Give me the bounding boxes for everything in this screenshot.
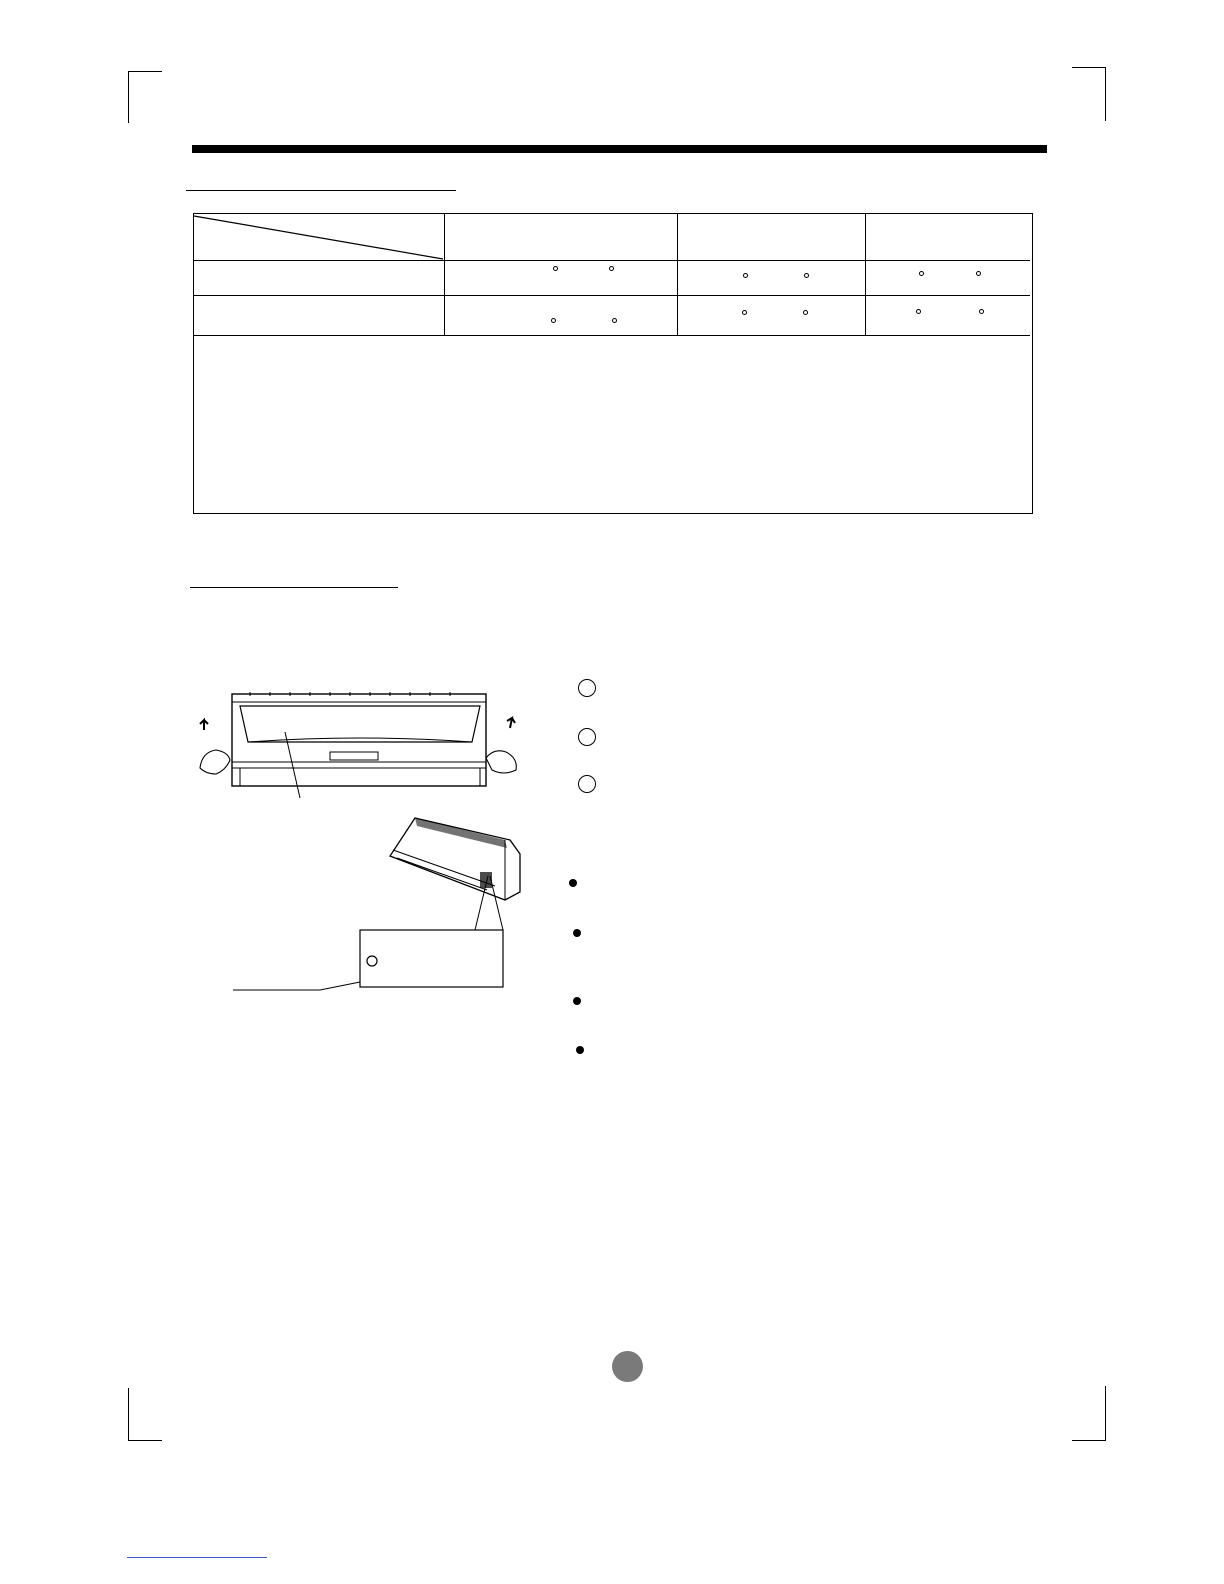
degree-mark — [612, 318, 617, 323]
table-row-divider-3 — [193, 335, 1030, 336]
bullet-marker-4 — [576, 1046, 584, 1054]
crop-mark-top-left-v — [128, 71, 129, 123]
degree-mark — [553, 266, 558, 271]
degree-mark — [979, 309, 984, 314]
degree-mark — [803, 310, 808, 315]
table-row-divider-2 — [193, 295, 1030, 296]
degree-mark — [916, 309, 921, 314]
step-number-circle-3 — [578, 775, 596, 793]
table-column-divider-2 — [677, 213, 678, 335]
page-number-badge — [612, 1351, 643, 1382]
table-column-divider-1 — [444, 213, 445, 335]
table-column-divider-3 — [865, 213, 866, 335]
section-heading-rule-2 — [190, 587, 398, 588]
bottom-link-underline[interactable] — [127, 1557, 267, 1558]
degree-mark — [551, 318, 556, 323]
table-diagonal-header — [193, 213, 445, 261]
degree-mark — [919, 271, 924, 276]
bullet-marker-3 — [573, 997, 581, 1005]
indoor-unit-side-illustration — [225, 810, 530, 995]
indoor-unit-front-illustration — [190, 680, 530, 800]
crop-mark-bottom-left-h — [128, 1440, 162, 1441]
step-number-circle-2 — [578, 728, 596, 746]
degree-mark — [742, 310, 747, 315]
degree-mark — [743, 273, 748, 278]
step-number-circle-1 — [578, 679, 596, 697]
crop-mark-top-right-h — [1072, 67, 1106, 68]
table-row-divider-1 — [193, 260, 1030, 261]
bullet-marker-2 — [573, 929, 581, 937]
bullet-marker-1 — [569, 879, 577, 887]
title-bar — [192, 145, 1047, 153]
degree-mark — [609, 266, 614, 271]
crop-mark-top-right-v — [1105, 67, 1106, 121]
crop-mark-bottom-left-v — [128, 1388, 129, 1440]
degree-mark — [976, 271, 981, 276]
crop-mark-top-left-h — [128, 71, 162, 72]
section-heading-rule-1 — [186, 190, 456, 191]
degree-mark — [804, 273, 809, 278]
crop-mark-bottom-right-h — [1072, 1440, 1106, 1441]
crop-mark-bottom-right-v — [1105, 1386, 1106, 1440]
